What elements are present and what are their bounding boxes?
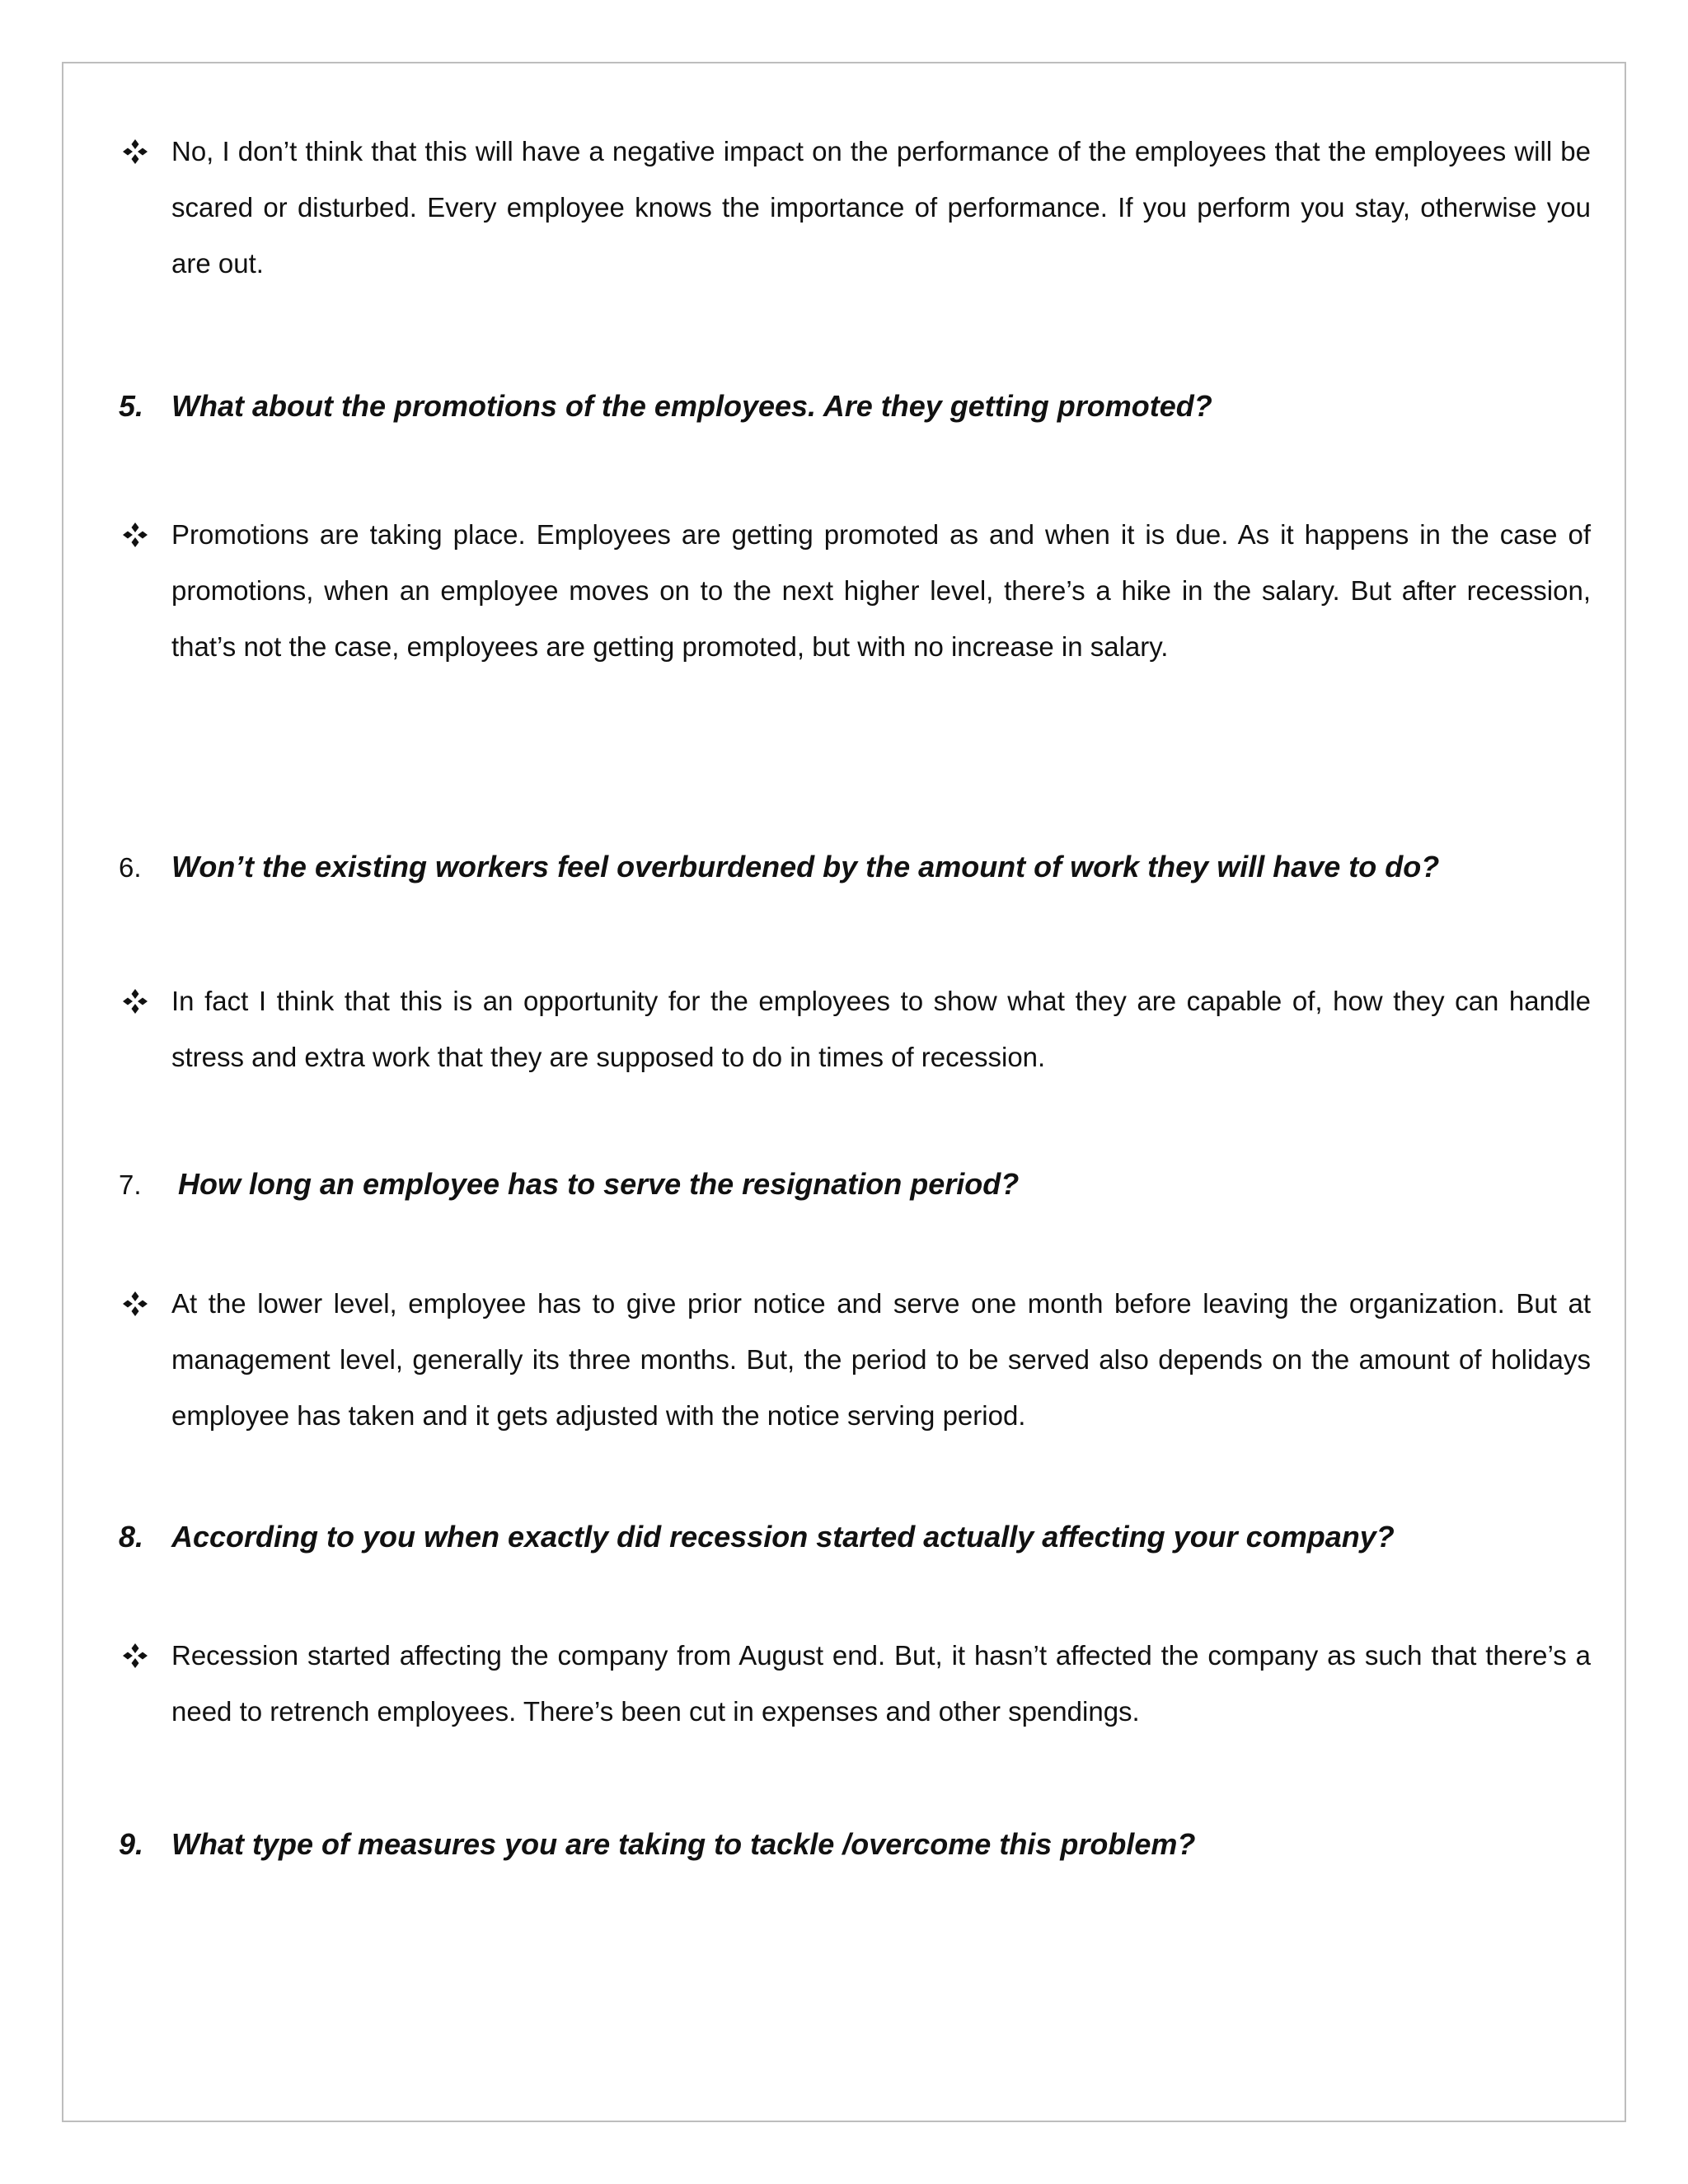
- diamond-bullet-icon: [119, 124, 152, 180]
- question-text: Won’t the existing workers feel overburdened by the amount of work they will have to do?: [171, 850, 1440, 883]
- question-text: How long an employee has to serve the resignation period?: [178, 1167, 1020, 1201]
- answer-text: Promotions are taking place. Employees are getting promoted as and when it is due. As it happens in the case of promotions, when an employee moves on to the next higher level, there’s a hike in the salary. But after recession, that’s not the case, employees are getting promoted, but with no increase in salary.: [171, 519, 1591, 662]
- page-border: [62, 62, 1626, 2122]
- answer-7: [119, 1276, 1591, 1444]
- answer-text: In fact I think that this is an opportunity for the employees to show what they are capable of, how they can handle stress and extra work that they are supposed to do in times of recession.: [171, 986, 1591, 1072]
- answer-6: [119, 973, 1591, 1085]
- diamond-bullet-icon: [119, 973, 152, 1029]
- answer-4: [119, 124, 1591, 292]
- answer-text: Recession started affecting the company from August end. But, it hasn’t affected the company as such that there’s a need to retrench employees. There’s been cut in expenses and other spendings.: [171, 1640, 1591, 1727]
- diamond-bullet-icon: [119, 1276, 152, 1332]
- question-number: 5.: [119, 389, 144, 423]
- question-6: [119, 846, 1591, 888]
- question-text: What about the promotions of the employees. Are they getting promoted?: [171, 389, 1212, 423]
- question-7: [119, 1164, 1591, 1206]
- question-8: [119, 1516, 1591, 1558]
- answer-8: [119, 1628, 1591, 1740]
- diamond-bullet-icon: [119, 507, 152, 563]
- question-number: 9.: [119, 1827, 144, 1861]
- question-number: 6.: [119, 852, 142, 883]
- diamond-bullet-icon: [119, 1628, 152, 1684]
- question-text: According to you when exactly did recession started actually affecting your company?: [171, 1520, 1395, 1554]
- answer-text: No, I don’t think that this will have a negative impact on the performance of the employees that the employees will be scared or disturbed. Every employee knows the importance of performance. If you perform you stay, otherwise you are out.: [171, 136, 1591, 279]
- answer-text: At the lower level, employee has to give prior notice and serve one month before leaving the organization. But at management level, generally its three months. But, the period to be served also depends on the amount of holidays employee has taken and it gets adjusted with the notice serving period.: [171, 1288, 1591, 1431]
- question-5: [119, 386, 1591, 427]
- question-text: What type of measures you are taking to tackle /overcome this problem?: [171, 1827, 1196, 1861]
- answer-5: [119, 507, 1591, 675]
- question-number: 8.: [119, 1520, 144, 1554]
- question-number: 7.: [119, 1169, 142, 1200]
- question-9: [119, 1824, 1591, 1865]
